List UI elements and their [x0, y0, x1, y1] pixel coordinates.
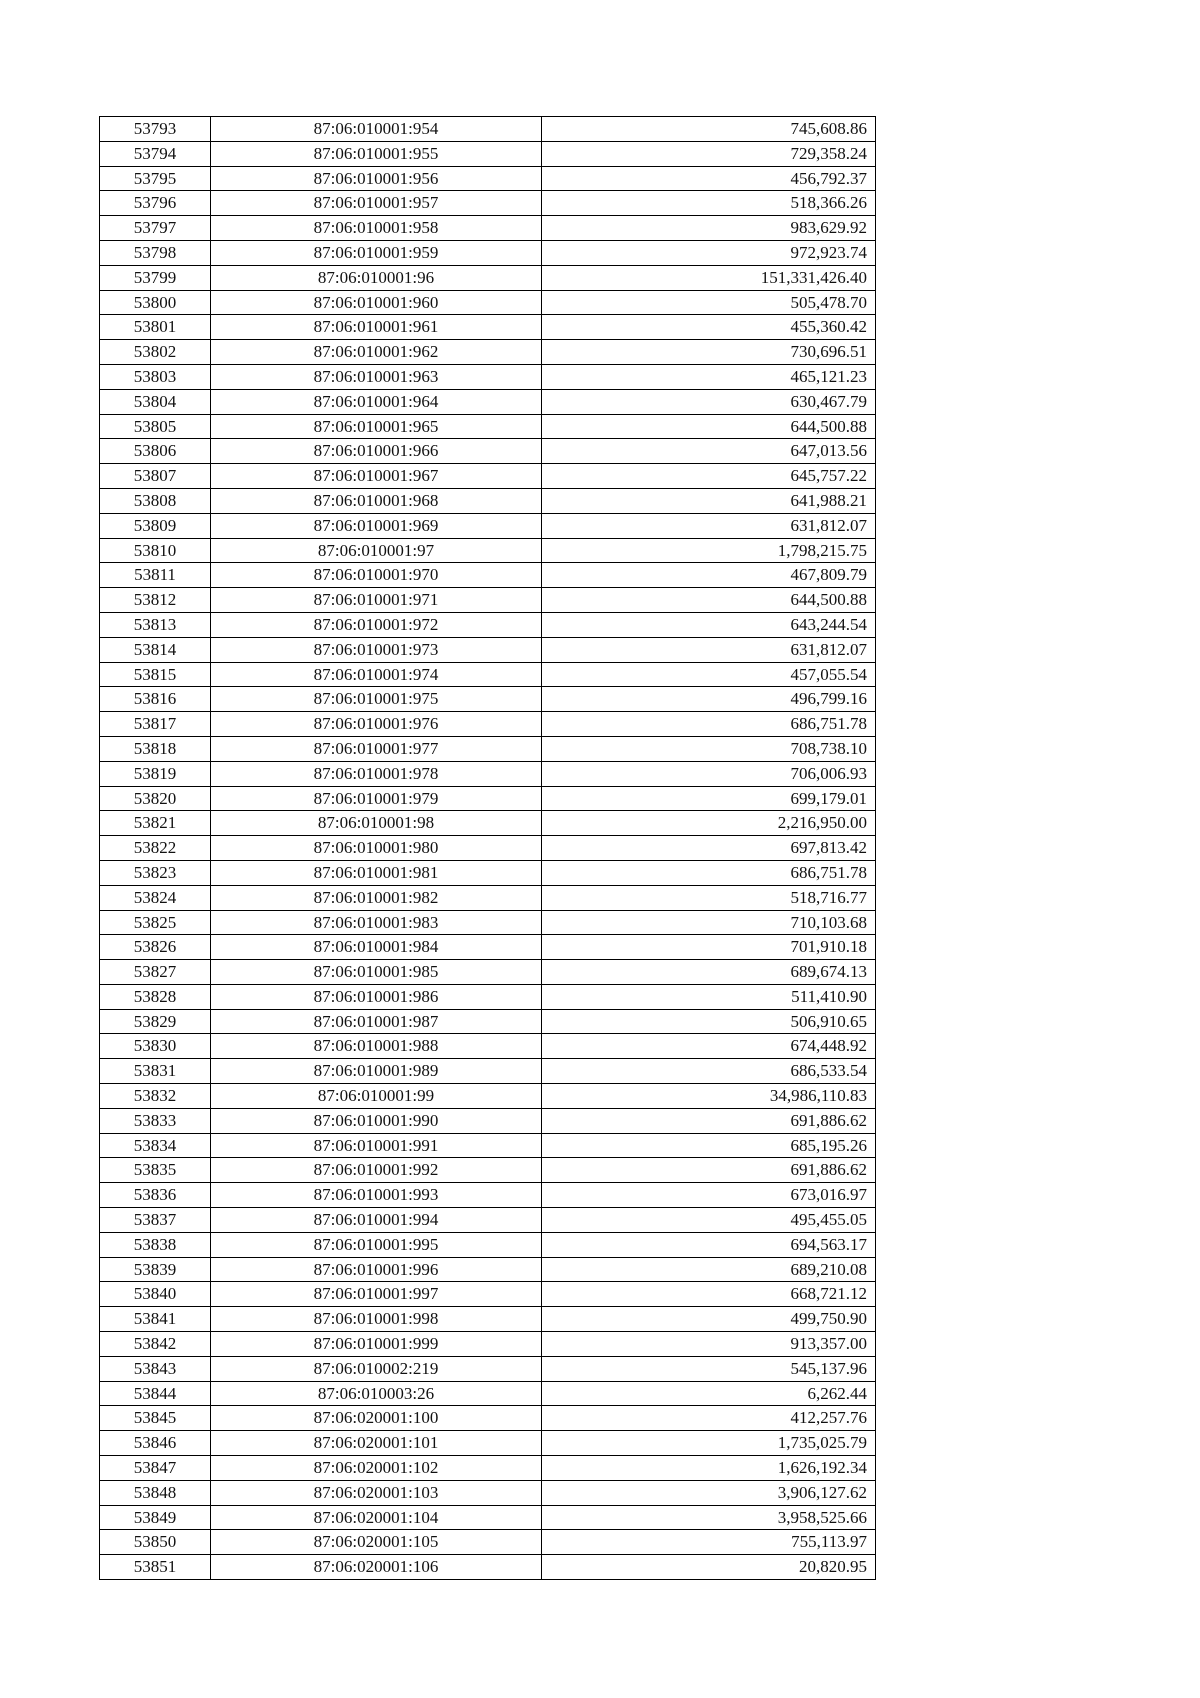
table-row [100, 687, 876, 712]
table-row [100, 1307, 876, 1332]
table-body [100, 117, 876, 1580]
table-row [100, 736, 876, 761]
row-number-cell: 53810 [100, 538, 211, 563]
cadastral-number-cell: 87:06:010001:984 [211, 935, 542, 960]
table-row [100, 166, 876, 191]
value-cell: 630,467.79 [542, 389, 876, 414]
cadastral-number-cell: 87:06:010001:965 [211, 414, 542, 439]
value-cell: 2,216,950.00 [542, 811, 876, 836]
row-number-cell: 53814 [100, 637, 211, 662]
cadastral-number-cell: 87:06:010001:981 [211, 860, 542, 885]
data-table [99, 116, 876, 1580]
table-row [100, 364, 876, 389]
table-row [100, 563, 876, 588]
table-row [100, 1406, 876, 1431]
table-row [100, 885, 876, 910]
row-number-cell: 53812 [100, 588, 211, 613]
cadastral-number-cell: 87:06:010001:973 [211, 637, 542, 662]
value-cell: 631,812.07 [542, 513, 876, 538]
table-row [100, 265, 876, 290]
row-number-cell: 53818 [100, 736, 211, 761]
value-cell: 686,751.78 [542, 860, 876, 885]
value-cell: 6,262.44 [542, 1381, 876, 1406]
table-row [100, 141, 876, 166]
table-row [100, 1208, 876, 1233]
cadastral-number-cell: 87:06:010001:974 [211, 662, 542, 687]
row-number-cell: 53794 [100, 141, 211, 166]
row-number-cell: 53821 [100, 811, 211, 836]
value-cell: 691,886.62 [542, 1158, 876, 1183]
cadastral-number-cell: 87:06:010001:995 [211, 1232, 542, 1257]
cadastral-number-cell: 87:06:010001:978 [211, 761, 542, 786]
row-number-cell: 53827 [100, 960, 211, 985]
cadastral-number-cell: 87:06:010001:961 [211, 315, 542, 340]
cadastral-number-cell: 87:06:010001:991 [211, 1133, 542, 1158]
value-cell: 641,988.21 [542, 488, 876, 513]
row-number-cell: 53805 [100, 414, 211, 439]
cadastral-number-cell: 87:06:010001:959 [211, 240, 542, 265]
row-number-cell: 53840 [100, 1282, 211, 1307]
row-number-cell: 53809 [100, 513, 211, 538]
value-cell: 511,410.90 [542, 984, 876, 1009]
row-number-cell: 53802 [100, 340, 211, 365]
value-cell: 456,792.37 [542, 166, 876, 191]
cadastral-number-cell: 87:06:020001:103 [211, 1480, 542, 1505]
value-cell: 3,906,127.62 [542, 1480, 876, 1505]
row-number-cell: 53826 [100, 935, 211, 960]
cadastral-number-cell: 87:06:010001:96 [211, 265, 542, 290]
table-row [100, 935, 876, 960]
table-row [100, 786, 876, 811]
cadastral-number-cell: 87:06:010001:972 [211, 612, 542, 637]
cadastral-number-cell: 87:06:010001:968 [211, 488, 542, 513]
cadastral-number-cell: 87:06:010001:960 [211, 290, 542, 315]
cadastral-number-cell: 87:06:010001:97 [211, 538, 542, 563]
row-number-cell: 53850 [100, 1530, 211, 1555]
value-cell: 708,738.10 [542, 736, 876, 761]
row-number-cell: 53828 [100, 984, 211, 1009]
table-row [100, 860, 876, 885]
table-row [100, 1555, 876, 1580]
cadastral-number-cell: 87:06:010001:979 [211, 786, 542, 811]
cadastral-number-cell: 87:06:010001:954 [211, 117, 542, 142]
row-number-cell: 53817 [100, 712, 211, 737]
cadastral-number-cell: 87:06:010001:955 [211, 141, 542, 166]
cadastral-number-cell: 87:06:010001:99 [211, 1084, 542, 1109]
table-row [100, 538, 876, 563]
value-cell: 674,448.92 [542, 1034, 876, 1059]
cadastral-number-cell: 87:06:010001:962 [211, 340, 542, 365]
value-cell: 699,179.01 [542, 786, 876, 811]
row-number-cell: 53808 [100, 488, 211, 513]
value-cell: 673,016.97 [542, 1183, 876, 1208]
value-cell: 499,750.90 [542, 1307, 876, 1332]
row-number-cell: 53830 [100, 1034, 211, 1059]
table-row [100, 1282, 876, 1307]
row-number-cell: 53847 [100, 1456, 211, 1481]
cadastral-number-cell: 87:06:010001:967 [211, 464, 542, 489]
row-number-cell: 53816 [100, 687, 211, 712]
cadastral-number-cell: 87:06:010001:983 [211, 910, 542, 935]
row-number-cell: 53824 [100, 885, 211, 910]
table-row [100, 761, 876, 786]
table-row [100, 315, 876, 340]
value-cell: 706,006.93 [542, 761, 876, 786]
cadastral-number-cell: 87:06:020001:106 [211, 1555, 542, 1580]
row-number-cell: 53851 [100, 1555, 211, 1580]
value-cell: 983,629.92 [542, 216, 876, 241]
row-number-cell: 53841 [100, 1307, 211, 1332]
row-number-cell: 53842 [100, 1332, 211, 1357]
row-number-cell: 53822 [100, 836, 211, 861]
row-number-cell: 53825 [100, 910, 211, 935]
value-cell: 668,721.12 [542, 1282, 876, 1307]
cadastral-number-cell: 87:06:010001:966 [211, 439, 542, 464]
value-cell: 3,958,525.66 [542, 1505, 876, 1530]
table-row [100, 1356, 876, 1381]
table-row [100, 191, 876, 216]
cadastral-number-cell: 87:06:010001:999 [211, 1332, 542, 1357]
row-number-cell: 53796 [100, 191, 211, 216]
cadastral-number-cell: 87:06:010001:985 [211, 960, 542, 985]
value-cell: 689,210.08 [542, 1257, 876, 1282]
table-row [100, 1084, 876, 1109]
table-row [100, 910, 876, 935]
table-row [100, 216, 876, 241]
table-row [100, 612, 876, 637]
value-cell: 972,923.74 [542, 240, 876, 265]
value-cell: 697,813.42 [542, 836, 876, 861]
value-cell: 701,910.18 [542, 935, 876, 960]
value-cell: 686,533.54 [542, 1059, 876, 1084]
value-cell: 686,751.78 [542, 712, 876, 737]
row-number-cell: 53793 [100, 117, 211, 142]
value-cell: 730,696.51 [542, 340, 876, 365]
table-row [100, 513, 876, 538]
table-row [100, 1009, 876, 1034]
table-row [100, 1530, 876, 1555]
table-row [100, 1456, 876, 1481]
value-cell: 457,055.54 [542, 662, 876, 687]
value-cell: 755,113.97 [542, 1530, 876, 1555]
row-number-cell: 53845 [100, 1406, 211, 1431]
cadastral-number-cell: 87:06:010003:26 [211, 1381, 542, 1406]
cadastral-number-cell: 87:06:010001:998 [211, 1307, 542, 1332]
table-row [100, 389, 876, 414]
cadastral-number-cell: 87:06:010001:992 [211, 1158, 542, 1183]
table-row [100, 1381, 876, 1406]
cadastral-number-cell: 87:06:010001:994 [211, 1208, 542, 1233]
value-cell: 20,820.95 [542, 1555, 876, 1580]
table-row [100, 1059, 876, 1084]
value-cell: 644,500.88 [542, 414, 876, 439]
row-number-cell: 53819 [100, 761, 211, 786]
value-cell: 1,735,025.79 [542, 1431, 876, 1456]
cadastral-number-cell: 87:06:010001:958 [211, 216, 542, 241]
table-row [100, 439, 876, 464]
cadastral-number-cell: 87:06:010001:970 [211, 563, 542, 588]
cadastral-number-cell: 87:06:010001:977 [211, 736, 542, 761]
value-cell: 694,563.17 [542, 1232, 876, 1257]
row-number-cell: 53813 [100, 612, 211, 637]
cadastral-number-cell: 87:06:020001:101 [211, 1431, 542, 1456]
table-row [100, 712, 876, 737]
value-cell: 913,357.00 [542, 1332, 876, 1357]
value-cell: 412,257.76 [542, 1406, 876, 1431]
value-cell: 34,986,110.83 [542, 1084, 876, 1109]
value-cell: 465,121.23 [542, 364, 876, 389]
row-number-cell: 53820 [100, 786, 211, 811]
cadastral-number-cell: 87:06:010001:964 [211, 389, 542, 414]
row-number-cell: 53811 [100, 563, 211, 588]
cadastral-number-cell: 87:06:010001:990 [211, 1108, 542, 1133]
row-number-cell: 53803 [100, 364, 211, 389]
cadastral-number-cell: 87:06:010001:988 [211, 1034, 542, 1059]
table-row [100, 1232, 876, 1257]
value-cell: 455,360.42 [542, 315, 876, 340]
value-cell: 495,455.05 [542, 1208, 876, 1233]
cadastral-number-cell: 87:06:010001:971 [211, 588, 542, 613]
table-row [100, 1332, 876, 1357]
table-row [100, 1431, 876, 1456]
cadastral-number-cell: 87:06:010001:976 [211, 712, 542, 737]
row-number-cell: 53798 [100, 240, 211, 265]
row-number-cell: 53800 [100, 290, 211, 315]
value-cell: 518,716.77 [542, 885, 876, 910]
cadastral-number-cell: 87:06:010001:993 [211, 1183, 542, 1208]
row-number-cell: 53838 [100, 1232, 211, 1257]
value-cell: 496,799.16 [542, 687, 876, 712]
row-number-cell: 53844 [100, 1381, 211, 1406]
row-number-cell: 53807 [100, 464, 211, 489]
value-cell: 506,910.65 [542, 1009, 876, 1034]
value-cell: 647,013.56 [542, 439, 876, 464]
cadastral-number-cell: 87:06:010001:996 [211, 1257, 542, 1282]
value-cell: 745,608.86 [542, 117, 876, 142]
cadastral-number-cell: 87:06:010002:219 [211, 1356, 542, 1381]
cadastral-number-cell: 87:06:020001:105 [211, 1530, 542, 1555]
table-row [100, 464, 876, 489]
row-number-cell: 53834 [100, 1133, 211, 1158]
table-row [100, 1158, 876, 1183]
cadastral-number-cell: 87:06:010001:980 [211, 836, 542, 861]
row-number-cell: 53799 [100, 265, 211, 290]
row-number-cell: 53829 [100, 1009, 211, 1034]
cadastral-number-cell: 87:06:010001:975 [211, 687, 542, 712]
value-cell: 643,244.54 [542, 612, 876, 637]
value-cell: 729,358.24 [542, 141, 876, 166]
value-cell: 689,674.13 [542, 960, 876, 985]
table-row [100, 637, 876, 662]
value-cell: 631,812.07 [542, 637, 876, 662]
table-row [100, 662, 876, 687]
table-row [100, 1183, 876, 1208]
cadastral-number-cell: 87:06:010001:982 [211, 885, 542, 910]
row-number-cell: 53797 [100, 216, 211, 241]
table-row [100, 1108, 876, 1133]
row-number-cell: 53804 [100, 389, 211, 414]
row-number-cell: 53836 [100, 1183, 211, 1208]
value-cell: 710,103.68 [542, 910, 876, 935]
value-cell: 518,366.26 [542, 191, 876, 216]
table-row [100, 488, 876, 513]
value-cell: 685,195.26 [542, 1133, 876, 1158]
row-number-cell: 53801 [100, 315, 211, 340]
cadastral-number-cell: 87:06:010001:956 [211, 166, 542, 191]
table-row [100, 240, 876, 265]
table-row [100, 1480, 876, 1505]
value-cell: 467,809.79 [542, 563, 876, 588]
cadastral-number-cell: 87:06:010001:963 [211, 364, 542, 389]
table-row [100, 1034, 876, 1059]
table-row [100, 1505, 876, 1530]
row-number-cell: 53833 [100, 1108, 211, 1133]
row-number-cell: 53835 [100, 1158, 211, 1183]
table-row [100, 117, 876, 142]
row-number-cell: 53832 [100, 1084, 211, 1109]
table-row [100, 1133, 876, 1158]
table-row [100, 414, 876, 439]
row-number-cell: 53837 [100, 1208, 211, 1233]
row-number-cell: 53815 [100, 662, 211, 687]
table-row [100, 588, 876, 613]
value-cell: 151,331,426.40 [542, 265, 876, 290]
table-row [100, 340, 876, 365]
row-number-cell: 53806 [100, 439, 211, 464]
row-number-cell: 53843 [100, 1356, 211, 1381]
value-cell: 1,626,192.34 [542, 1456, 876, 1481]
value-cell: 505,478.70 [542, 290, 876, 315]
cadastral-number-cell: 87:06:020001:100 [211, 1406, 542, 1431]
value-cell: 1,798,215.75 [542, 538, 876, 563]
table-row [100, 836, 876, 861]
cadastral-number-cell: 87:06:010001:989 [211, 1059, 542, 1084]
cadastral-number-cell: 87:06:010001:957 [211, 191, 542, 216]
cadastral-number-cell: 87:06:010001:987 [211, 1009, 542, 1034]
row-number-cell: 53849 [100, 1505, 211, 1530]
value-cell: 545,137.96 [542, 1356, 876, 1381]
row-number-cell: 53839 [100, 1257, 211, 1282]
row-number-cell: 53848 [100, 1480, 211, 1505]
cadastral-number-cell: 87:06:020001:104 [211, 1505, 542, 1530]
cadastral-number-cell: 87:06:010001:986 [211, 984, 542, 1009]
row-number-cell: 53795 [100, 166, 211, 191]
table-row [100, 290, 876, 315]
value-cell: 645,757.22 [542, 464, 876, 489]
row-number-cell: 53823 [100, 860, 211, 885]
row-number-cell: 53846 [100, 1431, 211, 1456]
cadastral-number-cell: 87:06:020001:102 [211, 1456, 542, 1481]
value-cell: 644,500.88 [542, 588, 876, 613]
row-number-cell: 53831 [100, 1059, 211, 1084]
table-row [100, 960, 876, 985]
cadastral-number-cell: 87:06:010001:969 [211, 513, 542, 538]
table-row [100, 984, 876, 1009]
cadastral-number-cell: 87:06:010001:98 [211, 811, 542, 836]
table-row [100, 811, 876, 836]
cadastral-number-cell: 87:06:010001:997 [211, 1282, 542, 1307]
table-row [100, 1257, 876, 1282]
value-cell: 691,886.62 [542, 1108, 876, 1133]
